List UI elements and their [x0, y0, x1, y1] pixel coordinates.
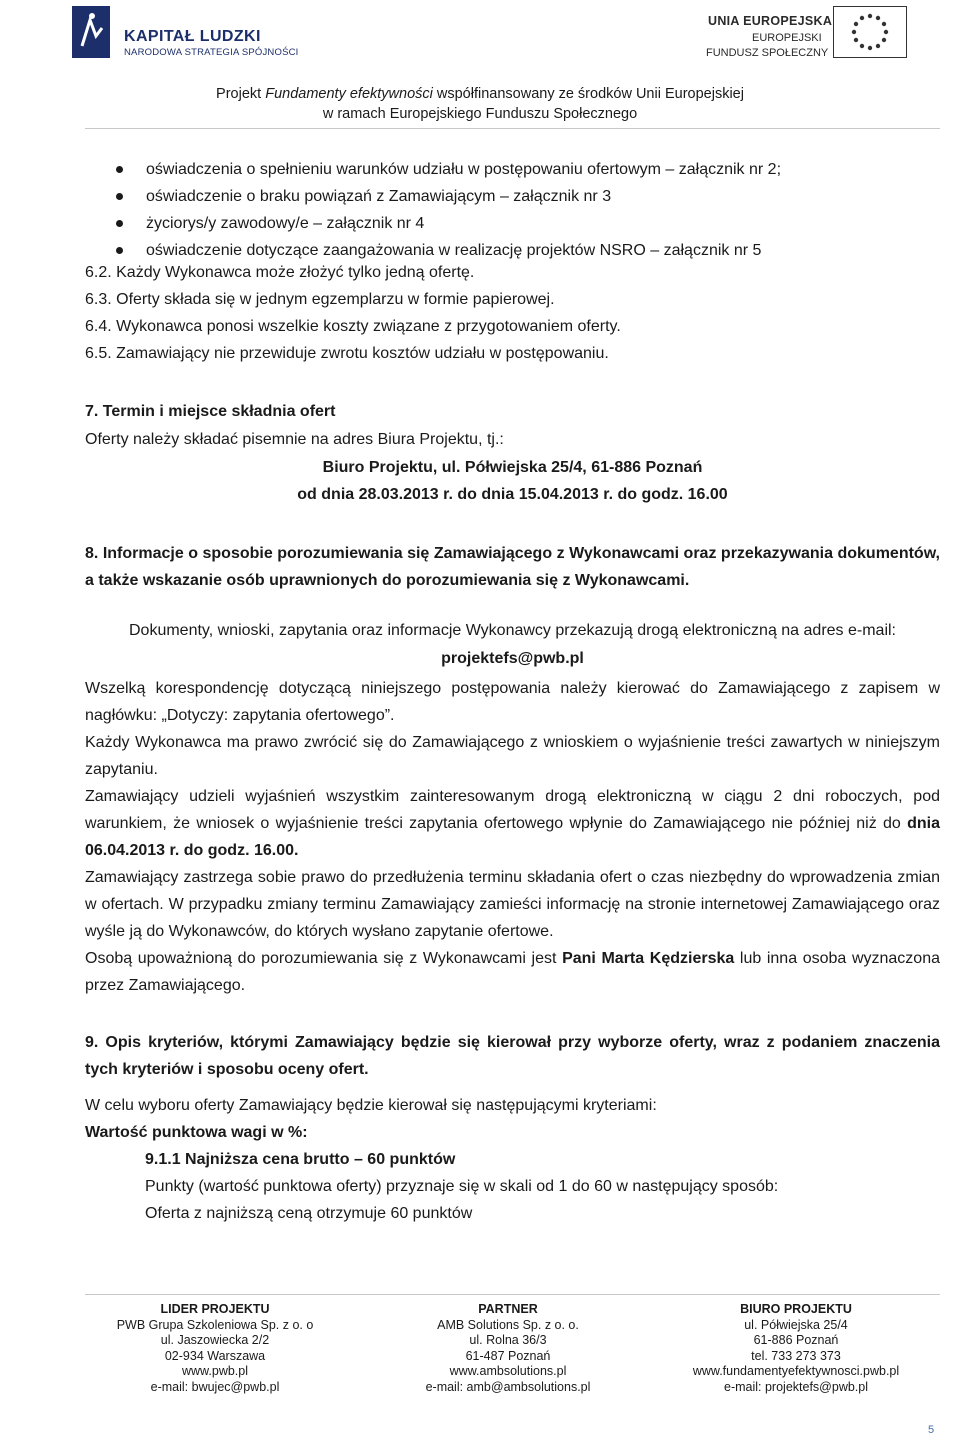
eu-flag-icon: [833, 6, 907, 58]
page-number: 5: [928, 1424, 935, 1436]
footer-partner: PARTNER AMB Solutions Sp. z o. o. ul. Rolna 36/3 61-487 Poznań www.ambsolutions.pl e-mail: amb@ambsolutions.pl: [425, 1302, 591, 1394]
ue-logo-line3: FUNDUSZ SPOŁECZNY: [706, 47, 829, 59]
section-9-weight: Wartość punktowa wagi w %:: [85, 1124, 308, 1141]
list-item: oświadczenie dotyczące zaangażowania w realizację projektów NSRO – załącznik nr 5: [116, 237, 936, 264]
eu-stars-icon: [834, 7, 906, 57]
footer-leader: LIDER PROJEKTU PWB Grupa Szkoleniowa Sp. z o. o ul. Jaszowiecka 2/2 02-934 Warszawa www.pwb.pl e-mail: bwujec@pwb.pl: [116, 1302, 314, 1394]
section-9-title: 9. Opis kryteriów, którymi Zamawiający będzie się kierował przy wyborze oferty, wraz z podaniem znaczenia tych kryteriów i sposobu oceny ofert.: [85, 1034, 940, 1078]
project-header-line1: Projekt Fundamenty efektywności współfinansowany ze środków Unii Europejskiej: [216, 86, 744, 102]
point-6-5: 6.5. Zamawiający nie przewiduje zwrotu kosztów udziału w postępowaniu.: [85, 345, 609, 362]
contact-email: projektefs@pwb.pl: [441, 650, 584, 667]
list-item: oświadczenie o braku powiązań z Zamawiającym – załącznik nr 3: [116, 183, 936, 210]
kapital-ludzki-logo-text: KAPITAŁ LUDZKI: [124, 28, 261, 45]
section-7-dates: od dnia 28.03.2013 r. do dnia 15.04.2013 r. do godz. 16.00: [297, 486, 728, 503]
flag-figure-icon: [72, 6, 110, 58]
ue-logo-line2: EUROPEJSKI: [752, 32, 822, 44]
deadline-explanations: dnia 06.04.2013 r. do godz. 16.00.: [85, 815, 940, 859]
kapital-ludzki-logo-mark: [72, 6, 110, 58]
header-divider: [85, 128, 940, 129]
section-8-reserve: Zamawiający zastrzega sobie prawo do przedłużenia terminu składania ofert o czas niezbędny do wprowadzenia zmian w ofertach. W przypadku zmiany terminu Zamawiający zamieści informację na stronie internetowej Zamawiającego oraz wyśle ją do Wykonawców, do których wysłano zapytanie ofertowe.: [85, 869, 940, 940]
section-7-address: Biuro Projektu, ul. Półwiejska 25/4, 61-886 Poznań: [322, 459, 703, 476]
ue-logo-line1: UNIA EUROPEJSKA: [708, 14, 833, 28]
footer-office: BIURO PROJEKTU ul. Półwiejska 25/4 61-886 Poznań tel. 733 273 373 www.fundamentyefektywnosci.pwb.pl e-mail: projektefs@pwb.pl: [692, 1302, 900, 1394]
contact-person: Pani Marta Kędzierska: [562, 950, 735, 967]
section-7-title: 7. Termin i miejsce składnia ofert: [85, 403, 336, 420]
point-6-2: 6.2. Każdy Wykonawca może złożyć tylko jedną ofertę.: [85, 264, 475, 281]
section-8-docs: Dokumenty, wnioski, zapytania oraz informacje Wykonawcy przekazują drogą elektroniczną na adres e-mail:: [128, 622, 896, 639]
section-8-person: Osobą upoważnioną do porozumiewania się z Wykonawcami jest Pani Marta Kędzierska lub inna osoba wyznaczona przez Zamawiającego.: [85, 950, 940, 994]
section-8-each: Każdy Wykonawca ma prawo zwrócić się do Zamawiającego z wnioskiem o wyjaśnienie treści zawartych w niniejszym zapytaniu.: [85, 734, 940, 778]
list-item: oświadczenia o spełnieniu warunków udziału w postępowaniu ofertowym – załącznik nr 2;: [116, 156, 936, 183]
criterion-scale: Punkty (wartość punktowa oferty) przyznaje się w skali od 1 do 60 w następujący sposób:: [145, 1178, 779, 1195]
section-8-explanations: Zamawiający udzieli wyjaśnień wszystkim zainteresowanym drogą elektroniczną w ciągu 2 dni roboczych, pod warunkiem, że wniosek o wyjaśnienie treści zapytania ofertowego wpłynie do Zamawiającego nie później niż do dnia 06.04.2013 r. do godz. 16.00.: [85, 788, 940, 859]
point-6-4: 6.4. Wykonawca ponosi wszelkie koszty związane z przygotowaniem oferty.: [85, 318, 621, 335]
attachments-list: [116, 156, 936, 264]
project-name: Fundamenty efektywności: [265, 86, 433, 102]
section-8-title: 8. Informacje o sposobie porozumiewania się Zamawiającego z Wykonawcami oraz przekazywania dokumentów, a także wskazanie osób uprawnionych do porozumiewania się z Wykonawcami.: [85, 545, 940, 589]
kapital-ludzki-logo-subtitle: NARODOWA STRATEGIA SPÓJNOŚCI: [124, 47, 299, 58]
criterion-lowest: Oferta z najniższą ceną otrzymuje 60 punktów: [145, 1205, 473, 1222]
section-8-correspondence: Wszelką korespondencję dotyczącą niniejszego postępowania należy kierować do Zamawiającego z zapisem w nagłówku: „Dotyczy: zapytania ofertowego”.: [85, 680, 940, 724]
list-item: życiorys/y zawodowy/e – załącznik nr 4: [116, 210, 936, 237]
point-6-3: 6.3. Oferty składa się w jednym egzemplarzu w formie papierowej.: [85, 291, 555, 308]
section-7-intro: Oferty należy składać pisemnie na adres Biura Projektu, tj.:: [85, 431, 504, 448]
footer-divider: [85, 1294, 940, 1295]
section-9-intro: W celu wyboru oferty Zamawiający będzie kierował się następującymi kryteriami:: [85, 1097, 657, 1114]
project-header-line2: w ramach Europejskiego Funduszu Społecznego: [322, 106, 638, 122]
criterion-9-1-1: 9.1.1 Najniższa cena brutto – 60 punktów: [145, 1151, 456, 1168]
